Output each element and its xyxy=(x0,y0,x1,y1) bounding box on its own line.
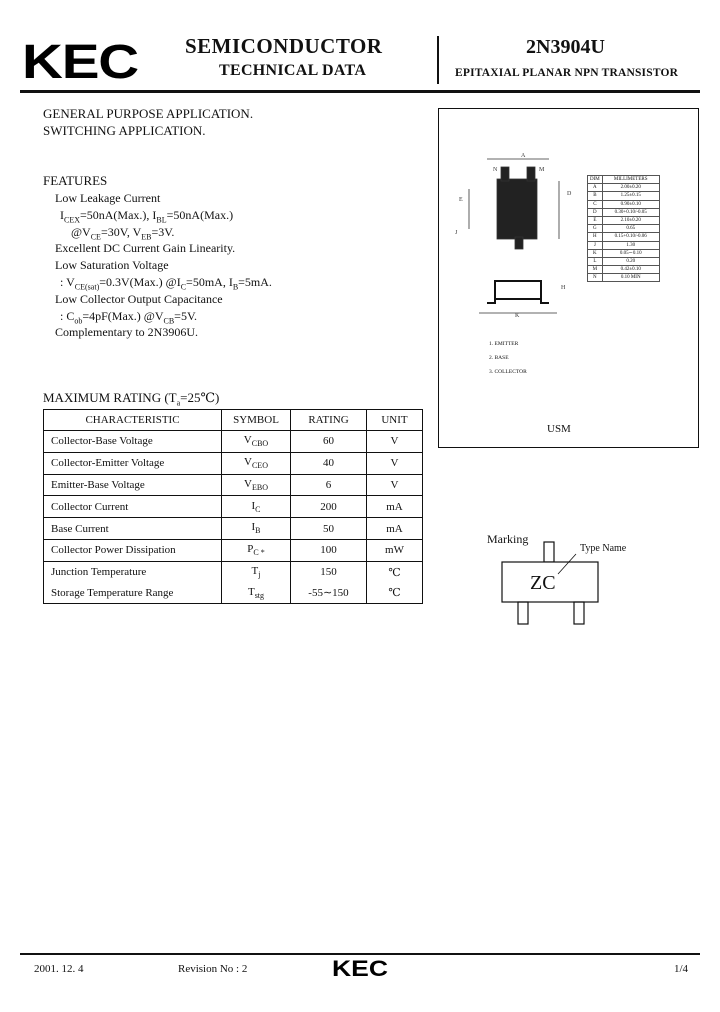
rating-characteristic: Collector-Base Voltage xyxy=(44,431,222,453)
rating-value: 40 xyxy=(291,452,367,474)
dim-label: G xyxy=(588,225,603,233)
package-drawing xyxy=(439,109,589,329)
svg-text:D: D xyxy=(567,191,572,197)
rating-characteristic: Collector Power Dissipation xyxy=(44,539,222,561)
dim-row xyxy=(588,208,660,216)
application-1: GENERAL PURPOSE APPLICATION. xyxy=(43,106,254,121)
kec-logo xyxy=(22,38,140,84)
svg-text:J: J xyxy=(455,230,458,236)
rating-row xyxy=(44,518,423,540)
pin-3: 3. COLLECTOR xyxy=(489,369,527,375)
max-rating-table xyxy=(43,409,423,604)
rating-unit: ℃ xyxy=(367,561,423,582)
rating-characteristic: Collector Current xyxy=(44,496,222,518)
dim-row xyxy=(588,192,660,200)
pin-2: 2. BASE xyxy=(489,355,509,361)
pin-1: 1. EMITTER xyxy=(489,341,519,347)
rating-unit: mW xyxy=(367,539,423,561)
footer-rule xyxy=(20,953,700,955)
dim-label: H xyxy=(588,233,603,241)
dim-row xyxy=(588,216,660,224)
dim-label: D xyxy=(588,208,603,216)
dim-row xyxy=(588,176,660,184)
header-title: SEMICONDUCTOR xyxy=(185,34,383,58)
package-name: USM xyxy=(547,423,571,435)
rating-characteristic: Storage Temperature Range xyxy=(44,583,222,604)
rating-symbol: $V_{CBO}$ xyxy=(222,431,291,453)
marking-label: Marking xyxy=(487,532,529,546)
dim-label: M xyxy=(588,266,603,274)
rating-value: 50 xyxy=(291,518,367,540)
marking-code: ZC xyxy=(530,572,556,594)
application-2: SWITCHING APPLICATION. xyxy=(43,123,206,138)
rating-symbol: $I_C$ xyxy=(222,496,291,518)
dim-label: A xyxy=(588,184,603,192)
rating-symbol: $V_{EBO}$ xyxy=(222,474,291,496)
svg-text:M: M xyxy=(539,167,545,173)
dim-row xyxy=(588,200,660,208)
feature-leakage-values: $I_{CEX}=50nA(Max.)$, $I_{BL}=50nA(Max.)$ xyxy=(60,208,234,225)
dim-value: 1.30 xyxy=(602,241,659,249)
max-rating-title: MAXIMUM RATING $(T_a=25℃)$ xyxy=(43,390,220,408)
dim-value: 0.30+0.10/-0.05 xyxy=(602,208,659,216)
dim-value: 2.00±0.20 xyxy=(602,184,659,192)
feature-low-saturation: Low Saturation Voltage xyxy=(55,258,169,272)
rating-unit: mA xyxy=(367,496,423,518)
feature-dc-gain: Excellent DC Current Gain Linearity. xyxy=(55,241,236,255)
rating-value: 200 xyxy=(291,496,367,518)
dim-label: J xyxy=(588,241,603,249)
rating-characteristic: Collector-Emitter Voltage xyxy=(44,452,222,474)
rating-row xyxy=(44,561,423,582)
dim-row xyxy=(588,241,660,249)
dim-row xyxy=(588,184,660,192)
feature-low-capacitance: Low Collector Output Capacitance xyxy=(55,292,223,306)
dim-value: 1.25±0.15 xyxy=(602,192,659,200)
type-name-label: Type Name xyxy=(580,543,627,554)
dim-row xyxy=(588,257,660,265)
feature-leakage-condition: $@V_{CE}=30V$, $V_{EB}=3V$. xyxy=(71,225,175,242)
dim-label: DIM xyxy=(588,176,603,184)
features-title: FEATURES xyxy=(43,173,108,188)
rating-row xyxy=(44,474,423,496)
dim-row xyxy=(588,266,660,274)
col-symbol: SYMBOL xyxy=(222,410,291,431)
dim-row xyxy=(588,225,660,233)
package-outline-box xyxy=(438,108,699,448)
svg-text:A: A xyxy=(521,153,526,159)
feature-complementary: Complementary to 2N3906U. xyxy=(55,325,198,339)
rating-unit: V xyxy=(367,431,423,453)
rating-row xyxy=(44,496,423,518)
rating-symbol: $I_B$ xyxy=(222,518,291,540)
feature-low-leakage: Low Leakage Current xyxy=(55,191,161,205)
feature-saturation-values: : $V_{CE(sat)}=0.3V(Max.)$ $@I_C=50mA$, $I_B=5mA$. xyxy=(60,275,272,292)
part-type: EPITAXIAL PLANAR NPN TRANSISTOR xyxy=(455,67,679,79)
rating-unit: ℃ xyxy=(367,583,423,604)
footer-date: 2001. 12. 4 xyxy=(34,963,84,975)
feature-capacitance-values: : $C_{ob}=4pF(Max.)$ $@V_{CB}=5V$. xyxy=(60,309,198,326)
rating-row xyxy=(44,431,423,453)
dim-label: E xyxy=(588,216,603,224)
dim-value: 0.15+0.10/-0.06 xyxy=(602,233,659,241)
part-number: 2N3904U xyxy=(526,36,605,58)
rating-symbol: $P_{C *}$ xyxy=(222,539,291,561)
header-subtitle: TECHNICAL DATA xyxy=(219,62,367,79)
svg-text:KEC: KEC xyxy=(22,38,139,84)
col-unit: UNIT xyxy=(367,410,423,431)
svg-text:KEC: KEC xyxy=(332,957,389,979)
rating-value: 100 xyxy=(291,539,367,561)
rating-unit: V xyxy=(367,474,423,496)
rating-symbol: $T_j$ xyxy=(222,561,291,582)
col-characteristic: CHARACTERISTIC xyxy=(44,410,222,431)
dim-value: 0.20 xyxy=(602,257,659,265)
dim-value: 2.10±0.20 xyxy=(602,216,659,224)
dim-value: 0.10 MIN xyxy=(602,274,659,282)
rating-symbol: $V_{CEO}$ xyxy=(222,452,291,474)
svg-text:N: N xyxy=(493,167,498,173)
rating-value: 60 xyxy=(291,431,367,453)
rating-characteristic: Junction Temperature xyxy=(44,561,222,582)
footer-page: 1/4 xyxy=(674,963,689,975)
rating-symbol: $T_{stg}$ xyxy=(222,583,291,604)
dim-label: C xyxy=(588,200,603,208)
dim-value: 0.05∼0.10 xyxy=(602,249,659,257)
dim-value: 0.65 xyxy=(602,225,659,233)
svg-text:E: E xyxy=(459,197,463,203)
svg-text:H: H xyxy=(561,285,566,291)
dim-row xyxy=(588,274,660,282)
rating-unit: V xyxy=(367,452,423,474)
header-rule xyxy=(20,90,700,93)
dim-label: B xyxy=(588,192,603,200)
rating-row xyxy=(44,452,423,474)
rating-value: -55∼150 xyxy=(291,583,367,604)
rating-characteristic: Base Current xyxy=(44,518,222,540)
rating-characteristic: Emitter-Base Voltage xyxy=(44,474,222,496)
col-rating: RATING xyxy=(291,410,367,431)
footer-logo xyxy=(332,957,390,979)
dim-value: MILLIMETERS xyxy=(602,176,659,184)
rating-row xyxy=(44,583,423,604)
rating-value: 6 xyxy=(291,474,367,496)
dim-value: 0.90±0.10 xyxy=(602,200,659,208)
svg-text:K: K xyxy=(515,313,520,319)
dim-row xyxy=(588,233,660,241)
rating-row xyxy=(44,539,423,561)
dim-label: L xyxy=(588,257,603,265)
dim-row xyxy=(588,249,660,257)
rating-value: 150 xyxy=(291,561,367,582)
header-divider xyxy=(437,36,439,84)
dimension-table xyxy=(587,175,660,282)
dim-label: N xyxy=(588,274,603,282)
footer-revision: Revision No : 2 xyxy=(178,963,248,975)
dim-value: 0.42±0.10 xyxy=(602,266,659,274)
rating-unit: mA xyxy=(367,518,423,540)
dim-label: K xyxy=(588,249,603,257)
